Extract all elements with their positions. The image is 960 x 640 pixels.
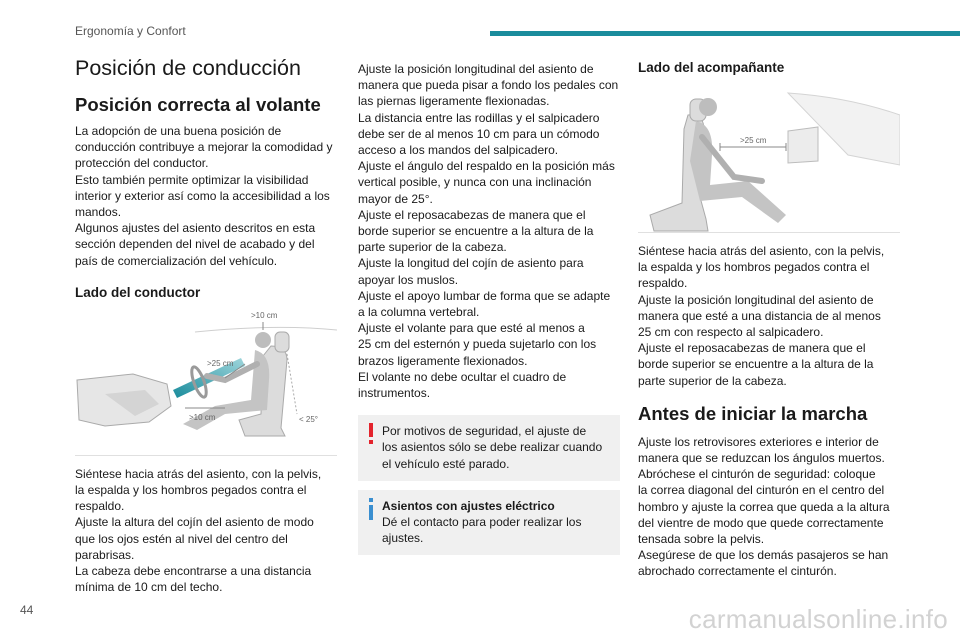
info-icon-dot — [369, 498, 373, 502]
text-line: instrumentos. — [358, 386, 431, 401]
text-line: parte superior de la cabeza. — [638, 373, 787, 388]
text-line: Dé el contacto para poder realizar los — [382, 515, 582, 530]
text-line: Siéntese hacia atrás del asiento, con la pelvis, — [75, 466, 322, 481]
text-line: la espalda y los hombros pegados contra el — [75, 483, 307, 498]
info-note-title: Asientos con ajustes eléctrico — [382, 498, 555, 513]
text-line: 25 cm del esternón y pueda sujetarlo con los — [358, 337, 597, 352]
warning-icon-dot — [369, 440, 373, 444]
driver-position-figure — [75, 310, 337, 456]
driver-illustration — [75, 310, 337, 456]
header-accent-bar — [490, 31, 960, 36]
text-line: Por motivos de seguridad, el ajuste de — [382, 424, 587, 439]
text-line: Ajuste la altura del cojín del asiento de modo — [75, 515, 314, 530]
column-1 — [75, 56, 337, 595]
text-line: manera que pueda pisar a fondo los pedales con — [358, 78, 619, 93]
text-line: mínima de 10 cm del techo. — [75, 580, 223, 595]
passenger-side-heading: Lado del acompañante — [638, 60, 785, 75]
text-line: Ajuste la posición longitudinal del asiento de — [638, 292, 874, 307]
text-line: parabrisas. — [75, 547, 135, 562]
passenger-illustration — [638, 85, 900, 233]
text-line: acceso a los mandos del salpicadero. — [358, 143, 559, 158]
seat-angle-label: < 25° — [299, 414, 318, 424]
text-line: tensada sobre la pelvis. — [638, 532, 765, 547]
subsection-title: Posición correcta al volante — [75, 94, 321, 115]
text-line: del vientre de modo que quede correctamente — [638, 515, 884, 530]
watermark: carmanualsonline.info — [688, 604, 948, 634]
running-head: Ergonomía y Confort — [75, 24, 186, 38]
text-line: apoyar los muslos. — [358, 272, 459, 287]
text-line: país de comercialización del vehículo. — [75, 253, 278, 268]
text-line: abrochado correctamente el cinturón. — [638, 564, 837, 579]
section-title: Posición de conducción — [75, 56, 301, 80]
text-line: Ajuste el reposacabezas de manera que el — [358, 207, 586, 222]
text-line: borde superior se encuentre a la altura de la — [358, 224, 594, 239]
text-line: Siéntese hacia atrás del asiento, con la pelvis, — [638, 244, 885, 258]
info-icon-bar — [369, 505, 373, 520]
knee-distance-label: >10 cm — [189, 412, 216, 422]
text-line: Ajuste la longitud del cojín de asiento para — [358, 256, 584, 271]
text-line: mayor de 25°. — [358, 191, 433, 206]
warning-note — [358, 415, 620, 481]
text-line: debe ser de al menos 10 cm para un cómodo — [358, 126, 600, 141]
text-line: el vehículo esté parado. — [382, 456, 510, 471]
warning-text — [382, 423, 610, 472]
text-line: La distancia entre las rodillas y el salpicadero — [358, 110, 600, 125]
text-line: sección dependen del nivel de acabado y del — [75, 237, 315, 252]
text-line: conducción contribuye a mejorar la comodidad y — [75, 140, 333, 155]
text-line: respaldo. — [75, 499, 125, 514]
info-text — [382, 514, 610, 546]
passenger-side-paragraph — [638, 243, 900, 389]
text-line: borde superior se encuentre a la altura de la — [638, 357, 874, 372]
text-line: parte superior de la cabeza. — [358, 240, 507, 255]
wheel-distance-label: >25 cm — [207, 358, 234, 368]
text-line: mandos. — [75, 205, 122, 220]
text-line: las piernas ligeramente flexionadas. — [358, 94, 550, 109]
text-line: la espalda y los hombros pegados contra el — [638, 260, 870, 275]
text-line: protección del conductor. — [75, 156, 209, 171]
adjustment-paragraph — [358, 61, 620, 401]
driver-side-paragraph — [75, 466, 337, 596]
text-line: la correa diagonal del cinturón en el centro del — [638, 483, 885, 498]
text-line: hombro y ajuste la correa que queda a la altura — [638, 499, 890, 514]
text-line: Ajuste el volante para que esté al menos a — [358, 321, 585, 336]
roof-distance-label: >10 cm — [251, 310, 278, 320]
dashboard-distance-label: >25 cm — [740, 136, 767, 145]
warning-icon-bar — [369, 423, 373, 437]
text-line: vertical posible, y nunca con una inclinación — [358, 175, 592, 190]
text-line: Esto también permite optimizar la visibilidad — [75, 172, 309, 187]
text-line: La cabeza debe encontrarse a una distancia — [75, 564, 312, 579]
page-number: 44 — [20, 603, 34, 617]
text-line: respaldo. — [638, 276, 688, 291]
column-2 — [358, 61, 620, 555]
text-line: los asientos sólo se debe realizar cuando — [382, 440, 603, 455]
text-line: Ajuste el apoyo lumbar de forma que se adapte — [358, 288, 611, 303]
text-line: Asegúrese de que los demás pasajeros se han — [638, 548, 889, 563]
warning-icon — [366, 423, 376, 445]
info-note — [358, 490, 620, 556]
text-line: Ajuste el ángulo del respaldo en la posición más — [358, 159, 615, 174]
intro-paragraph — [75, 123, 337, 269]
driver-side-heading: Lado del conductor — [75, 284, 201, 300]
text-line: Algunos ajustes del asiento descritos en esta — [75, 221, 316, 236]
text-line: El volante no debe ocultar el cuadro de — [358, 369, 567, 384]
text-line: Abróchese el cinturón de seguridad: coloque — [638, 467, 876, 482]
text-line: Ajuste el reposacabezas de manera que el — [638, 341, 866, 356]
before-driving-paragraph — [638, 434, 900, 580]
text-line: Ajuste los retrovisores exteriores e interior de — [638, 434, 879, 449]
text-line: 25 cm con respecto al salpicadero. — [638, 325, 824, 340]
text-line: manera que se reduzcan los ángulos muertos. — [638, 451, 885, 466]
text-line: brazos ligeramente flexionados. — [358, 353, 528, 368]
before-driving-title: Antes de iniciar la marcha — [638, 402, 868, 424]
column-3 — [638, 56, 900, 580]
text-line: ajustes. — [382, 531, 424, 546]
text-line: La adopción de una buena posición de — [75, 124, 282, 138]
text-line: interior y exterior así como la accesibilidad a los — [75, 188, 330, 203]
info-icon — [366, 498, 376, 520]
text-line: Ajuste la posición longitudinal del asiento de — [358, 62, 594, 76]
text-line: a la columna vertebral. — [358, 305, 480, 320]
text-line: que los ojos estén al nivel del centro del — [75, 531, 288, 546]
text-line: manera que esté a una distancia de al menos — [638, 308, 881, 323]
passenger-position-figure — [638, 85, 900, 233]
